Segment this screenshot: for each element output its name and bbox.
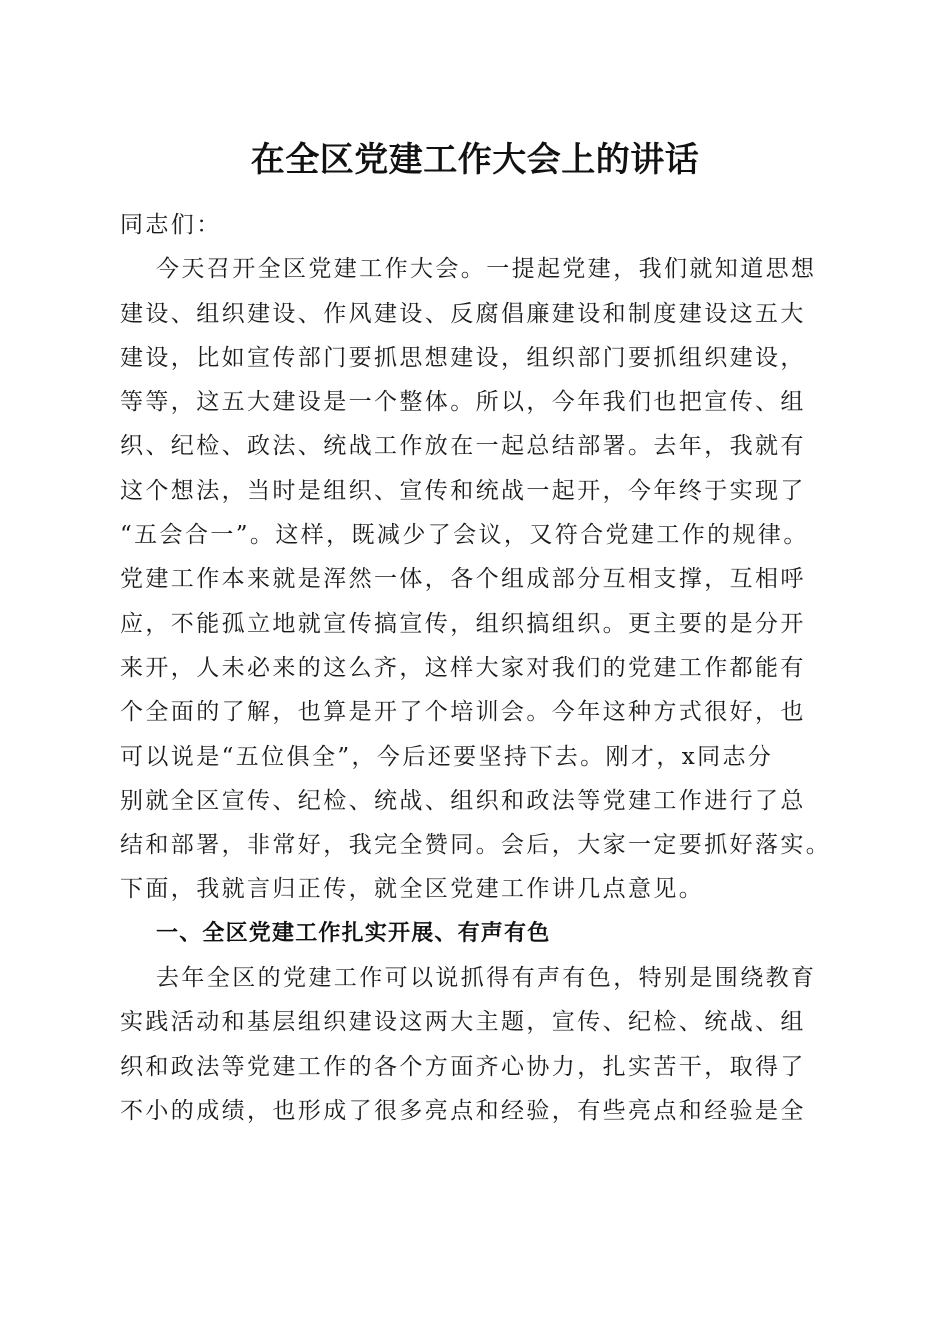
section-heading: 一、全区党建工作扎实开展、有声有色	[156, 920, 551, 946]
paragraph-line: 实践活动和基层组织建设这两大主题，宣传、纪检、统战、组	[120, 1009, 806, 1036]
paragraph-line: 可以说是“五位俱全”，今后还要坚持下去。刚才，x同志分	[120, 743, 774, 770]
paragraph-line: 党建工作本来就是浑然一体，各个组成部分互相支撑，互相呼	[120, 566, 806, 593]
document-title: 在全区党建工作大会上的讲话	[250, 140, 700, 180]
paragraph-line: 等等，这五大建设是一个整体。所以，今年我们也把宣传、组	[120, 389, 806, 416]
paragraph-line: 去年全区的党建工作可以说抓得有声有色，特别是围绕教育	[156, 965, 817, 992]
paragraph-line: “五会合一”。这样，既减少了会议，又符合党建工作的规律。	[120, 522, 809, 549]
paragraph-line: 不小的成绩，也形成了很多亮点和经验，有些亮点和经验是全	[120, 1097, 806, 1124]
paragraph-line: 建设、组织建设、作风建设、反腐倡廉建设和制度建设这五大	[120, 300, 806, 327]
paragraph-line: 来开，人未必来的这么齐，这样大家对我们的党建工作都能有	[120, 654, 806, 681]
document-body	[120, 203, 850, 1133]
paragraph-line: 下面，我就言归正传，就全区党建工作讲几点意见。	[120, 876, 705, 903]
paragraph-line: 这个想法，当时是组织、宣传和统战一起开，今年终于实现了	[120, 477, 806, 504]
paragraph-line: 织、纪检、政法、统战工作放在一起总结部署。去年，我就有	[120, 433, 806, 460]
paragraph-line: 个全面的了解，也算是开了个培训会。今年这种方式很好，也	[120, 699, 806, 726]
paragraph-line: 织和政法等党建工作的各个方面齐心协力，扎实苦干，取得了	[120, 1053, 806, 1080]
paragraph-line: 建设，比如宣传部门要抓思想建设，组织部门要抓组织建设，	[120, 344, 806, 371]
paragraph-line: 今天召开全区党建工作大会。一提起党建，我们就知道思想	[156, 256, 817, 283]
paragraph-line: 别就全区宣传、纪检、统战、组织和政法等党建工作进行了总	[120, 787, 806, 814]
paragraph-line: 结和部署，非常好，我完全赞同。会后，大家一定要抓好落实。	[120, 832, 832, 859]
paragraph-line: 应，不能孤立地就宣传搞宣传，组织搞组织。更主要的是分开	[120, 610, 806, 637]
salutation-line: 同志们：	[120, 212, 222, 238]
